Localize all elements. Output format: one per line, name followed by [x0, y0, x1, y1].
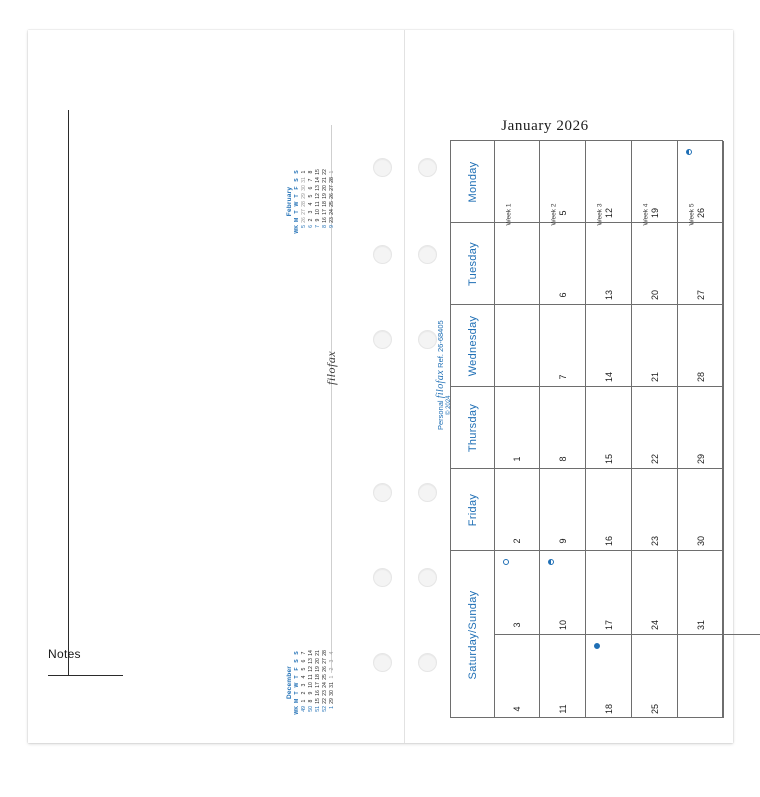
mini-day-cell: 1 [329, 675, 335, 679]
day-number: 12 [603, 207, 614, 219]
mini-day-cell: 23 [322, 690, 328, 696]
mini-day-cell: 6 [308, 186, 314, 190]
mini-day-cell: 1 [301, 170, 307, 174]
mini-day-cell: 5 [308, 194, 314, 198]
mini-day-cell: 2 [308, 218, 314, 222]
thursday-cells [495, 387, 724, 468]
mini-day-cell: 3 [301, 683, 307, 687]
day-cell[interactable] [586, 223, 632, 304]
mini-week-number: 5 [301, 225, 307, 228]
mini-day-cell: 31 [301, 177, 307, 183]
mini-day-cell: 28 [301, 201, 307, 207]
mini-day-cell: 27 [301, 209, 307, 215]
mini-day-cell: 28 [322, 650, 328, 656]
day-cell[interactable] [678, 305, 724, 386]
notes-page [28, 30, 404, 743]
mini-day-cell: 18 [322, 201, 328, 207]
mini-day-header: F [294, 667, 300, 671]
mini-calendar-row [301, 649, 308, 716]
mini-calendar-february-table [294, 168, 336, 235]
mini-day-cell: 7 [308, 178, 314, 182]
day-number: 9 [557, 538, 568, 544]
mini-day-header: T [294, 691, 300, 695]
day-cell[interactable] [540, 223, 586, 304]
mini-day-cell: 24 [322, 682, 328, 688]
mini-day-cell: 9 [315, 218, 321, 222]
day-label-text: Thursday [466, 403, 479, 452]
mini-day-cell: 30 [301, 185, 307, 191]
day-cell[interactable] [586, 635, 632, 718]
day-number: 3 [512, 622, 522, 628]
mini-day-cell: 22 [322, 698, 328, 704]
mini-day-cell: 21 [315, 650, 321, 656]
mini-day-cell: 9 [308, 691, 314, 695]
mini-day-cell: 15 [315, 169, 321, 175]
day-label-wednesday [451, 305, 495, 386]
mini-day-cell: 3 [308, 210, 314, 214]
day-cell[interactable] [495, 469, 540, 550]
mini-day-cell: 5 [301, 667, 307, 671]
day-row-saturday-sunday [451, 551, 724, 718]
day-number: 17 [603, 619, 614, 631]
mini-day-header: S [294, 178, 300, 182]
week-label: Week 5 [688, 203, 696, 226]
day-cell[interactable] [678, 387, 724, 468]
day-row-monday [451, 141, 724, 226]
day-label-text: Monday [466, 161, 479, 202]
mini-day-cell: 3 [329, 659, 335, 663]
mini-day-header: W [294, 682, 300, 688]
reference-brand: filofax [435, 369, 446, 399]
day-cell[interactable] [586, 551, 632, 635]
day-number: 11 [557, 704, 568, 714]
day-cell[interactable] [724, 635, 760, 718]
day-number: 29 [695, 453, 706, 465]
day-number: 16 [603, 535, 614, 547]
mini-day-cell: 29 [301, 193, 307, 199]
day-cell[interactable] [540, 305, 586, 386]
day-number: 25 [649, 703, 660, 715]
mini-calendar-row [322, 168, 329, 235]
mini-day-cell: 16 [315, 690, 321, 696]
day-number: 1 [512, 456, 522, 462]
day-number: 30 [695, 535, 706, 547]
day-label-monday [451, 141, 495, 222]
mini-day-cell: 14 [315, 177, 321, 183]
wednesday-cells [495, 305, 724, 386]
day-number: 5 [557, 210, 568, 216]
brand-wordmark: filofax [324, 350, 338, 385]
day-cell[interactable] [586, 141, 632, 226]
day-number: 27 [695, 289, 706, 301]
mini-calendar-row [308, 168, 315, 235]
day-cell[interactable] [586, 469, 632, 550]
day-cell[interactable] [495, 635, 540, 718]
mini-day-cell: 10 [315, 209, 321, 215]
mini-week-number: 7 [315, 225, 321, 228]
mini-day-cell: 30 [329, 690, 335, 696]
day-label-text: Wednesday [466, 315, 479, 376]
day-label-text: Tuesday [466, 241, 479, 286]
day-cell[interactable] [540, 469, 586, 550]
reference-code: Ref. 26-68405 [436, 320, 445, 368]
day-number: 13 [603, 289, 614, 301]
day-cell[interactable] [632, 551, 678, 635]
day-number: 31 [695, 619, 706, 631]
mini-day-cell: 14 [308, 650, 314, 656]
mini-week-number: 9 [329, 225, 335, 228]
day-number: 8 [557, 456, 568, 462]
mini-day-cell: 8 [308, 699, 314, 703]
day-cell[interactable] [678, 635, 724, 718]
day-number: 6 [557, 292, 568, 298]
mini-week-header: WK [294, 706, 300, 715]
mini-day-cell: 4 [308, 202, 314, 206]
mini-week-number: 52 [322, 706, 328, 712]
day-number: 28 [695, 371, 706, 383]
mini-day-cell: 4 [329, 651, 335, 655]
day-cell[interactable] [724, 387, 760, 468]
new-moon-icon [594, 643, 600, 649]
mini-day-cell: 23 [329, 217, 335, 223]
mini-day-cell: 26 [329, 193, 335, 199]
mini-week-header: WK [294, 225, 300, 234]
mini-day-cell: 13 [315, 185, 321, 191]
full-moon-icon [503, 559, 509, 565]
month-planner-page [405, 30, 733, 743]
mini-calendar-february-title: February [286, 186, 293, 217]
product-reference [435, 320, 446, 430]
mini-day-header: T [294, 194, 300, 198]
day-number: 14 [603, 371, 614, 383]
week-label: Week 4 [642, 203, 650, 226]
tuesday-cells [495, 223, 724, 304]
week-label: Week 2 [550, 203, 558, 226]
mini-day-cell: 17 [322, 209, 328, 215]
day-number: 4 [512, 706, 522, 712]
day-number: 24 [649, 619, 660, 631]
day-number: 7 [557, 374, 568, 380]
monday-cells [495, 141, 724, 226]
day-cell[interactable] [540, 551, 586, 635]
day-cell[interactable] [724, 551, 760, 635]
mini-day-cell: 4 [301, 675, 307, 679]
day-row-tuesday [451, 223, 724, 305]
mini-day-cell: 7 [301, 651, 307, 655]
mini-day-header: W [294, 201, 300, 207]
mini-day-header: T [294, 675, 300, 679]
mini-week-number: 51 [315, 706, 321, 712]
mini-week-number: 6 [308, 225, 314, 228]
day-cell[interactable] [678, 141, 724, 226]
mini-day-cell: 18 [315, 674, 321, 680]
mini-calendar-december-title: December [286, 665, 293, 700]
day-cell[interactable] [724, 469, 760, 550]
day-cell[interactable] [632, 223, 678, 304]
mini-day-cell: 6 [301, 659, 307, 663]
last-quarter-moon-icon [548, 559, 554, 565]
day-number: 19 [649, 207, 660, 219]
mini-day-cell: 16 [322, 217, 328, 223]
mini-day-cell: 26 [322, 666, 328, 672]
mini-day-cell: 17 [315, 682, 321, 688]
day-label-friday [451, 469, 495, 550]
mini-calendar-row [308, 649, 315, 716]
mini-day-cell: 19 [322, 193, 328, 199]
day-cell[interactable] [632, 141, 678, 226]
mini-day-header: F [294, 186, 300, 190]
mini-day-cell: 13 [308, 658, 314, 664]
day-cell[interactable] [724, 223, 760, 304]
day-cell[interactable] [540, 635, 586, 718]
mini-calendar-december-table [294, 649, 336, 716]
mini-calendar-row [329, 649, 336, 716]
day-cell[interactable] [632, 387, 678, 468]
mini-day-cell: 15 [315, 698, 321, 704]
mini-day-cell: 10 [308, 682, 314, 688]
notes-baseline-rule [48, 675, 123, 676]
mini-day-cell: 12 [308, 666, 314, 672]
mini-day-cell: 24 [329, 209, 335, 215]
first-quarter-moon-icon [686, 149, 692, 155]
mini-day-cell: 25 [322, 674, 328, 680]
day-label-text: Friday [466, 493, 479, 526]
day-label-text: Saturday/Sunday [466, 590, 479, 679]
notes-vertical-rule [68, 110, 69, 676]
week-label: Week 3 [596, 203, 604, 226]
mini-day-cell: 21 [322, 177, 328, 183]
mini-day-cell: 1 [301, 699, 307, 703]
day-label-thursday [451, 387, 495, 468]
mini-calendar-february [286, 168, 336, 235]
day-cell[interactable] [495, 387, 540, 468]
weekend-cells [495, 551, 724, 718]
day-number: 10 [557, 619, 568, 631]
mini-day-cell: 28 [329, 177, 335, 183]
mini-day-header: S [294, 651, 300, 655]
mini-day-header: M [294, 217, 300, 223]
mini-day-cell: 20 [322, 185, 328, 191]
mini-day-cell: 2 [329, 667, 335, 671]
day-row-friday [451, 469, 724, 551]
notes-label: Notes [48, 647, 81, 661]
mini-week-number: 1 [329, 706, 335, 709]
friday-cells [495, 469, 724, 550]
mini-day-cell: 22 [322, 169, 328, 175]
day-cell[interactable] [678, 551, 724, 635]
day-cell[interactable] [586, 387, 632, 468]
mini-calendar-row [315, 168, 322, 235]
day-cell[interactable] [632, 305, 678, 386]
day-cell[interactable] [495, 305, 540, 386]
mini-day-header: S [294, 170, 300, 174]
mini-day-cell: 26 [301, 217, 307, 223]
day-number: 22 [649, 453, 660, 465]
mini-calendar-row [322, 649, 329, 716]
mini-day-cell: 20 [315, 658, 321, 664]
mini-calendar-december [286, 649, 336, 716]
day-label-saturday-sunday [451, 551, 495, 718]
mini-day-header: M [294, 698, 300, 704]
mini-day-cell: 27 [329, 185, 335, 191]
mini-day-header: S [294, 659, 300, 663]
day-label-tuesday [451, 223, 495, 304]
day-number: 18 [603, 703, 614, 715]
mini-day-header: T [294, 210, 300, 214]
organiser-sheet [28, 30, 733, 743]
copyright-notice: © 2024 [446, 395, 452, 415]
mini-day-cell: 2 [301, 691, 307, 695]
day-cell[interactable] [724, 305, 760, 386]
day-cell[interactable] [540, 387, 586, 468]
mini-week-number: 50 [308, 706, 314, 712]
mini-day-cell: 29 [329, 698, 335, 704]
mini-day-cell: 12 [315, 193, 321, 199]
mini-day-cell: 1 [329, 170, 335, 174]
day-number: 23 [649, 535, 660, 547]
day-cell[interactable] [540, 141, 586, 226]
day-row-thursday [451, 387, 724, 469]
day-number: 2 [512, 538, 522, 544]
mini-day-cell: 27 [322, 658, 328, 664]
mini-week-number: 49 [301, 706, 307, 712]
mini-week-number: 8 [322, 225, 328, 228]
day-number: 15 [603, 453, 614, 465]
day-number: 20 [649, 289, 660, 301]
day-cell[interactable] [632, 635, 678, 718]
day-cell[interactable] [586, 305, 632, 386]
reference-prefix: Personal [436, 400, 445, 430]
day-cell[interactable] [724, 141, 760, 222]
day-cell[interactable] [495, 551, 540, 635]
day-cell[interactable] [632, 469, 678, 550]
day-cell[interactable] [678, 223, 724, 304]
day-cell[interactable] [495, 223, 540, 304]
day-number: 21 [649, 371, 660, 383]
mini-calendar-row [329, 168, 336, 235]
day-cell[interactable] [495, 141, 540, 226]
day-row-wednesday [451, 305, 724, 387]
mini-calendar-row [301, 168, 308, 235]
mini-calendar-row [315, 649, 322, 716]
day-number: 26 [695, 207, 706, 219]
mini-day-cell: 8 [308, 170, 314, 174]
month-grid [450, 140, 723, 718]
mini-day-cell: 25 [329, 201, 335, 207]
page-title: January 2026 [501, 118, 589, 134]
day-cell[interactable] [678, 469, 724, 550]
mini-day-cell: 11 [315, 201, 321, 207]
week-label: Week 1 [505, 203, 513, 226]
mini-day-cell: 19 [315, 666, 321, 672]
mini-day-cell: 31 [329, 682, 335, 688]
mini-day-cell: 11 [308, 674, 314, 680]
